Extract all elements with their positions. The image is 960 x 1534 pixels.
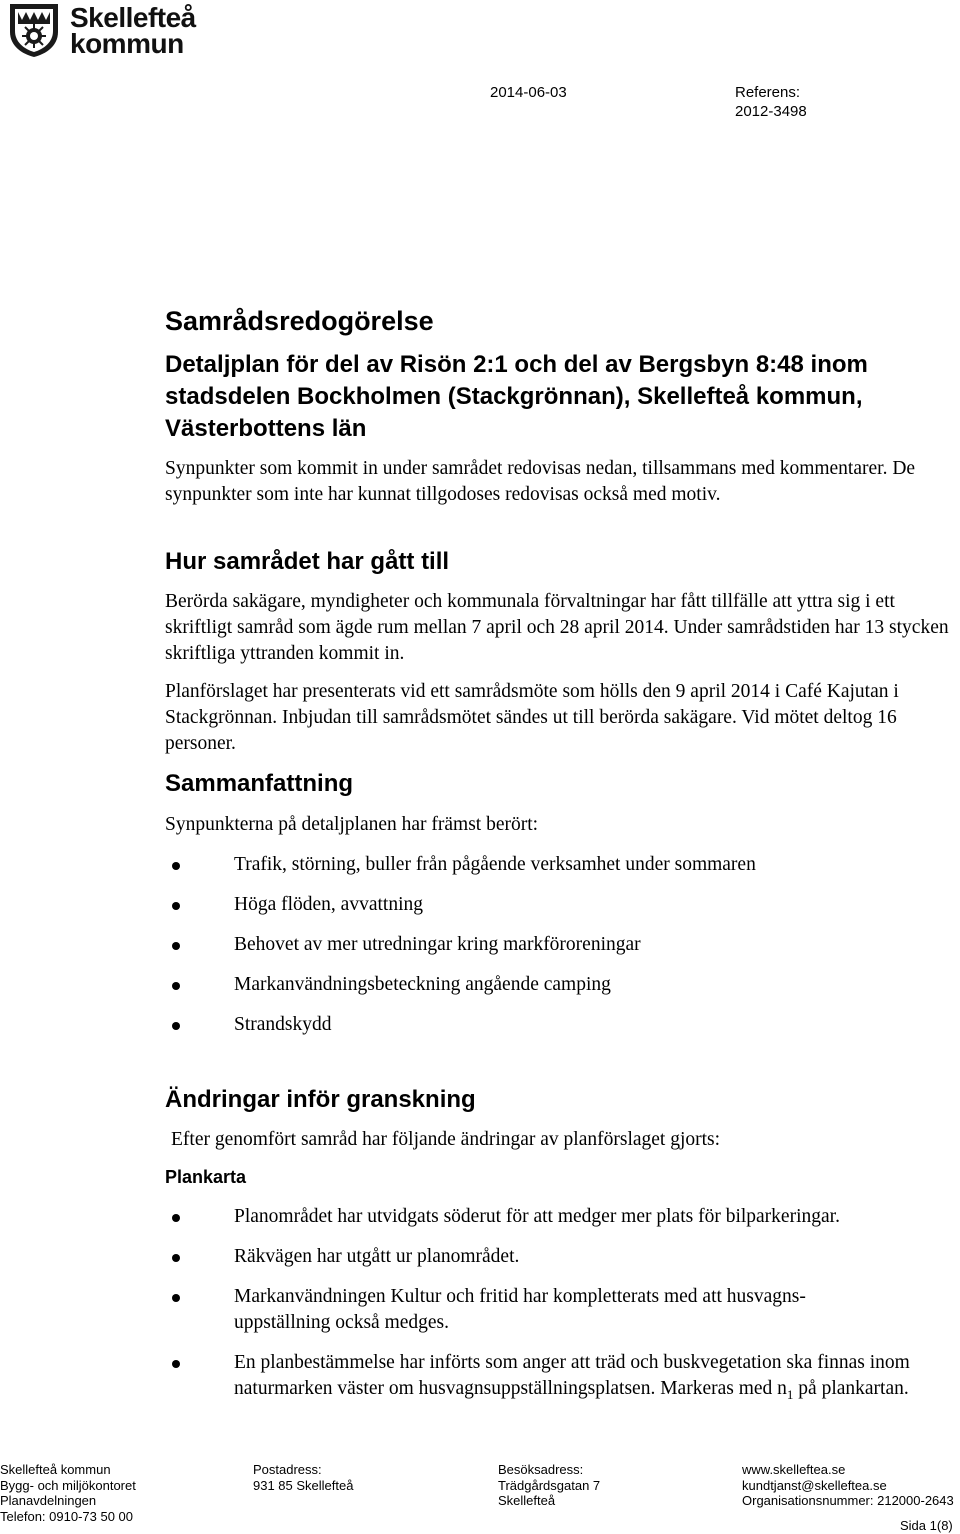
document-subtitle: Detaljplan för del av Risön 2:1 och del av Bergsbyn 8:48 inom stadsdelen Bockholmen (Stackgrönnan), Skellefteå kommun, Västerbottens län	[165, 351, 868, 442]
footer-column-organisation	[0, 1462, 136, 1524]
website-link[interactable]: www.skelleftea.se	[742, 1462, 846, 1477]
footer-line: Skellefteå kommun	[0, 1462, 111, 1477]
footer-line: Trädgårdsgatan 7	[498, 1477, 601, 1493]
coat-of-arms-icon	[8, 2, 60, 58]
footer-column-postal	[253, 1462, 353, 1493]
list-item-text-tail: på plankartan.	[793, 1378, 909, 1399]
consultation-paragraph-2: Planförslaget har presenterats vid ett samrådsmöte som hölls den 9 april 2014 i Café Kajutan i Stackgrönnan. Inbjudan till samrådsmötet sändes ut till berörda sakägare. Vid mötet deltog 16 personer.	[165, 681, 899, 754]
document-title: Samrådsredogörelse	[165, 306, 434, 336]
organisation-number: Organisationsnummer: 212000-2643	[742, 1493, 954, 1508]
footer-line: Skellefteå	[498, 1493, 556, 1508]
intro-paragraph: Synpunkter som kommit in under samrådet redovisas nedan, tillsammans med kommentarer. De synpunkter som inte har kunnat tillgodoses redovisas också med motiv.	[165, 458, 916, 505]
list-item: Markanvändningsbeteckning angående camping	[165, 972, 955, 998]
list-item: Trafik, störning, buller från pågående verksamhet under sommaren	[165, 852, 955, 878]
list-item-text: En planbestämmelse har införts som anger att träd och buskvegetation ska finnas inom naturmarken väster om husvagnsuppställningsplatsen. Markeras med n	[234, 1352, 910, 1399]
list-item: Behovet av mer utredningar kring markföroreningar	[165, 932, 955, 958]
logo-text-kommun: kommun	[70, 28, 184, 59]
skelleftea-logo	[8, 2, 213, 60]
subscript-index: 1	[786, 1386, 794, 1402]
document-date: 2014-06-03	[490, 84, 567, 101]
logo-text-skelleftea: Skellefteå	[70, 2, 196, 33]
summary-list	[165, 852, 955, 1038]
footer-line: Besöksadress:	[498, 1462, 584, 1477]
footer-line: Planavdelningen	[0, 1493, 97, 1508]
consultation-paragraph-1: Berörda sakägare, myndigheter och kommunala förvaltningar har fått tillfälle att yttra sig i ett skriftligt samråd som ägde rum mellan 7 april och 28 april 2014. Under samrådstiden har 13 stycken skriftliga yttranden kommit in.	[165, 591, 949, 664]
summary-lead: Synpunkterna på detaljplanen har främst berört:	[165, 814, 539, 835]
footer-line: 931 85 Skellefteå	[253, 1477, 354, 1493]
footer-line: Bygg- och miljökontoret	[0, 1477, 136, 1493]
footer-column-contact	[742, 1462, 954, 1509]
list-item: Planområdet har utvidgats söderut för att medger mer plats för bilparkeringar.	[165, 1204, 955, 1230]
reference-number: 2012-3498	[735, 103, 807, 120]
section-heading-consultation: Hur samrådet har gått till	[165, 548, 450, 575]
subheading-plankarta: Plankarta	[165, 1167, 247, 1187]
changes-list	[165, 1204, 955, 1408]
list-item: Höga flöden, avvattning	[165, 892, 955, 918]
changes-lead: Efter genomfört samråd har följande ändringar av planförslaget gjorts:	[171, 1129, 721, 1150]
list-item	[165, 1350, 955, 1408]
email-link[interactable]: kundtjanst@skelleftea.se	[742, 1477, 887, 1493]
section-heading-summary: Sammanfattning	[165, 770, 354, 797]
page-number: Sida 1(8)	[900, 1518, 953, 1533]
footer-column-visit	[498, 1462, 600, 1509]
section-heading-changes: Ändringar inför granskning	[165, 1086, 476, 1113]
footer-line: Postadress:	[253, 1462, 322, 1477]
reference-label: Referens:	[735, 84, 801, 101]
list-item: Räkvägen har utgått ur planområdet.	[165, 1244, 955, 1270]
footer-line: Telefon: 0910-73 50 00	[0, 1508, 133, 1524]
list-item: Markanvändningen Kultur och fritid har kompletterats med att husvagns-uppställning också medges.	[165, 1284, 955, 1336]
list-item: Strandskydd	[165, 1012, 955, 1038]
